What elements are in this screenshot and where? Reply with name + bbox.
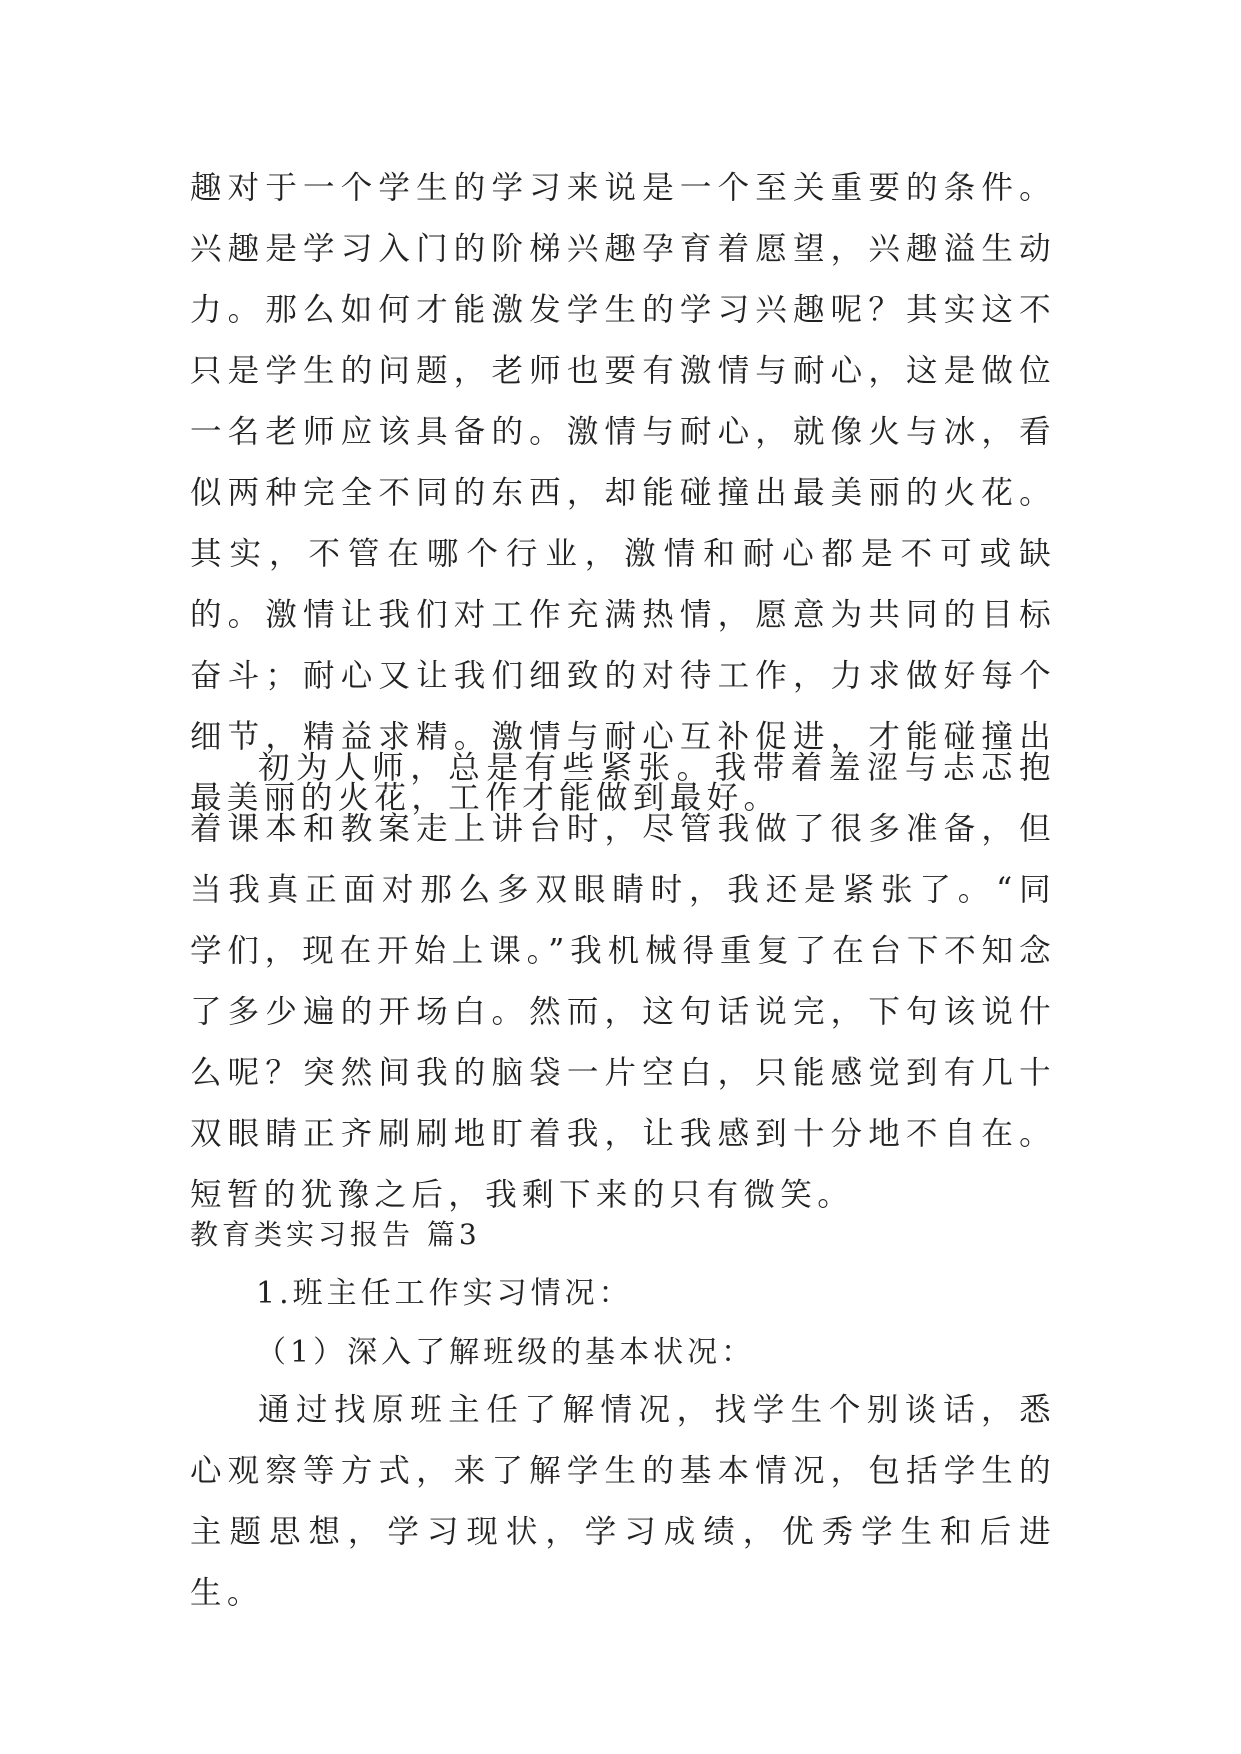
section-heading: 教育类实习报告 篇3 bbox=[190, 1218, 481, 1251]
body-paragraph-3: 通过找原班主任了解情况，找学生个别谈话，悉心观察等方式，来了解学生的基本情况，包括学生的主题思想，学习现状，学习成绩，优秀学生和后进生。 bbox=[190, 1392, 1056, 1611]
body-paragraph-2: 初为人师，总是有些紧张。我带着羞涩与忐忑抱着课本和教案走上讲台时，尽管我做了很多准备，但当我真正面对那么多双眼睛时，我还是紧张了。“同学们，现在开始上课。”我机械得重复了在台下不知念了多少遍的开场白。然而，这句话说完，下句该说什么呢？突然间我的脑袋一片空白，只能感觉到有几十双眼睛正齐刷刷地盯着我，让我感到十分地不自在。短暂的犹豫之后，我剩下来的只有微笑。 bbox=[190, 750, 1056, 1213]
body-paragraph-1: 趣对于一个学生的学习来说是一个至关重要的条件。兴趣是学习入门的阶梯兴趣孕育着愿望，兴趣溢生动力。那么如何才能激发学生的学习兴趣呢？其实这不只是学生的问题，老师也要有激情与耐心，这是做位一名老师应该具备的。激情与耐心，就像火与冰，看似两种完全不同的东西，却能碰撞出最美丽的火花。其实，不管在哪个行业，激情和耐心都是不可或缺的。激情让我们对工作充满热情，愿意为共同的目标奋斗；耐心又让我们细致的对待工作，力求做好每个细节，精益求精。激情与耐心互补促进，才能碰撞出最美丽的火花，工作才能做到最好。 bbox=[190, 170, 1056, 816]
subitem-1-1: （1）深入了解班级的基本状况： bbox=[256, 1335, 756, 1370]
numbered-item-1: 1.班主任工作实习情况： bbox=[256, 1276, 633, 1311]
